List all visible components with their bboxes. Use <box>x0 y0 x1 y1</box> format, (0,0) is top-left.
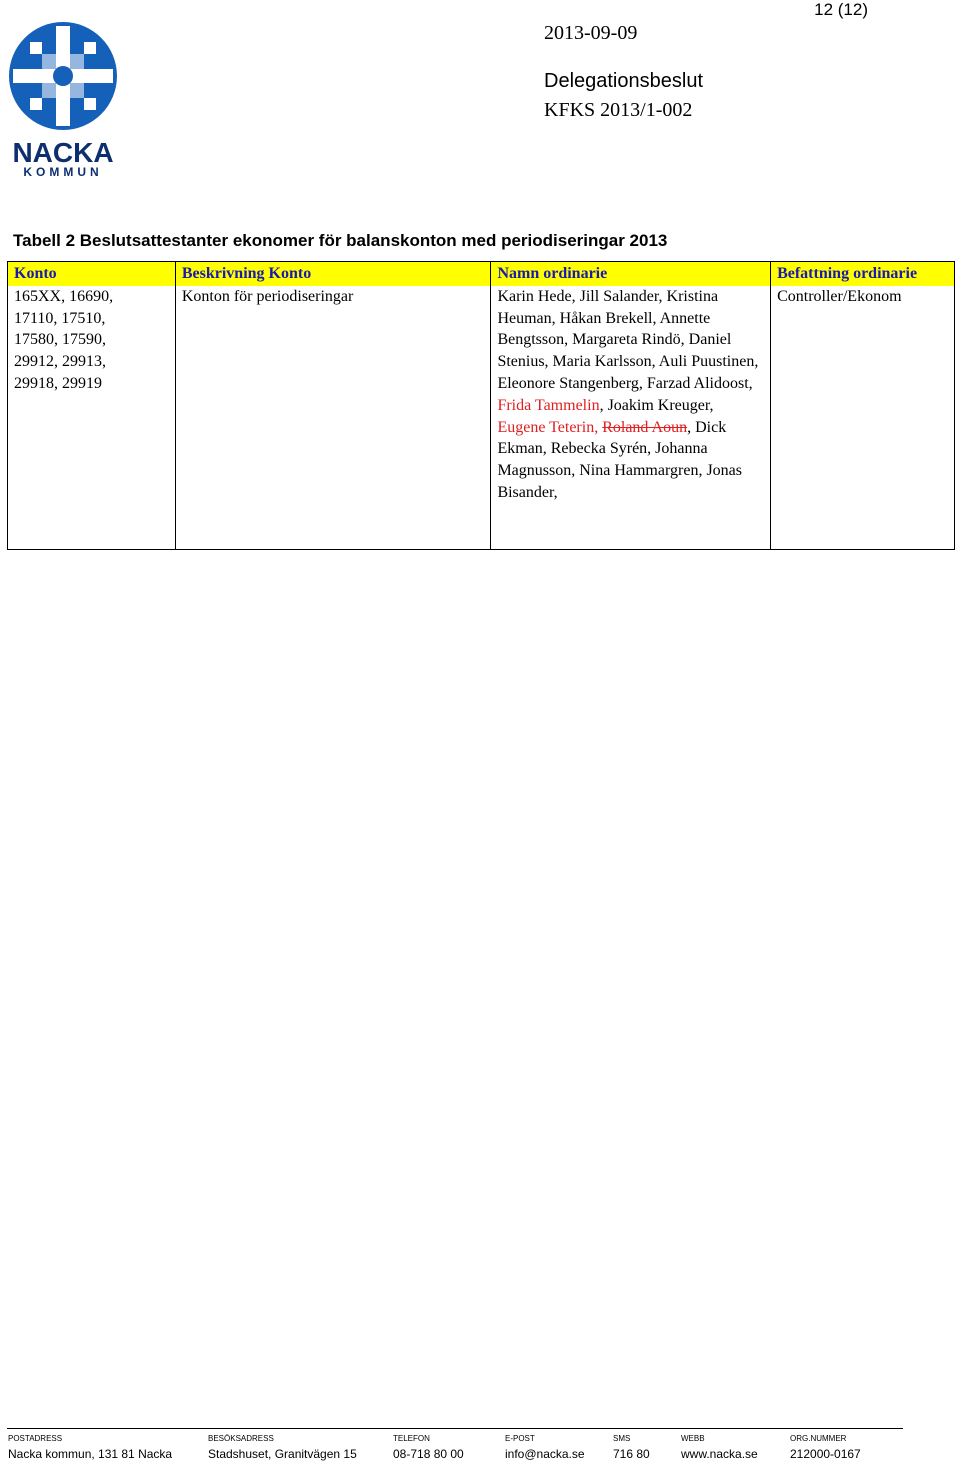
footer-orgnr <box>790 1434 861 1461</box>
header-namn: Namn ordinarie <box>491 262 771 286</box>
footer-value: Stadshuset, Granitvägen 15 <box>208 1447 357 1461</box>
name-removed: Roland Aoun <box>602 418 688 436</box>
name-added: Eugene Teterin, <box>497 418 603 436</box>
footer-telefon <box>393 1434 464 1461</box>
cell-beskrivning: Konton för periodiseringar <box>175 286 491 550</box>
header-befattning: Befattning ordinarie <box>771 262 955 286</box>
footer-besoksadress <box>208 1434 357 1461</box>
attestant-table <box>7 261 955 550</box>
nacka-logo <box>8 18 122 178</box>
name-added: Frida Tammelin <box>497 396 600 414</box>
footer-web-link[interactable]: www.nacka.se <box>681 1447 758 1461</box>
table-title: Tabell 2 Beslutsattestanter ekonomer för balanskonton med periodiseringar 2013 <box>13 231 668 250</box>
header-konto: Konto <box>8 262 176 286</box>
footer-label: WEBB <box>681 1434 705 1443</box>
page-number: 12 (12) <box>814 0 868 19</box>
footer-email-link[interactable]: info@nacka.se <box>505 1447 585 1461</box>
table-row <box>8 286 955 550</box>
footer-label: E-POST <box>505 1434 535 1443</box>
footer-label: POSTADRESS <box>8 1434 63 1443</box>
footer-epost <box>505 1434 585 1461</box>
footer-value: 08-718 80 00 <box>393 1447 464 1461</box>
svg-text:NACKA: NACKA <box>12 137 114 168</box>
footer-postadress <box>8 1434 172 1461</box>
cell-namn <box>491 286 771 550</box>
document-type: Delegationsbeslut <box>544 70 703 92</box>
footer-value: Nacka kommun, 131 81 Nacka <box>8 1447 173 1461</box>
footer-value: 716 80 <box>613 1447 650 1461</box>
table-header-row <box>8 262 955 286</box>
footer-sms <box>613 1434 650 1461</box>
names-text: , Dick Ekman, Rebecka Syrén, Johanna Magnusson, Nina Hammargren, Jonas Bisander, <box>497 418 742 501</box>
footer-divider <box>7 1428 903 1429</box>
footer-webb <box>681 1434 758 1461</box>
footer-value: 212000-0167 <box>790 1447 861 1461</box>
document-date: 2013-09-09 <box>544 22 638 44</box>
svg-text:KOMMUN: KOMMUN <box>23 165 103 178</box>
document-reference: KFKS 2013/1-002 <box>544 99 693 121</box>
header-beskrivning: Beskrivning Konto <box>175 262 491 286</box>
nacka-seal-icon <box>8 18 122 178</box>
names-text: , Joakim Kreuger, <box>599 396 714 414</box>
footer-label: BESÖKSADRESS <box>208 1434 274 1443</box>
footer-label: TELEFON <box>393 1434 430 1443</box>
names-text: Karin Hede, Jill Salander, Kristina Heuman, Håkan Brekell, Annette Bengtsson, Margareta Rindö, Daniel Stenius, Maria Karlsson, Auli Puustinen, Eleonore Stangenberg, Farzad Alidoost, <box>497 287 759 392</box>
cell-befattning: Controller/Ekonom <box>771 286 955 550</box>
cell-konto: 165XX, 16690, 17110, 17510, 17580, 17590, 29912, 29913, 29918, 29919 <box>8 286 176 550</box>
footer-label: ORG.NUMMER <box>790 1434 847 1443</box>
footer-label: SMS <box>613 1434 631 1443</box>
